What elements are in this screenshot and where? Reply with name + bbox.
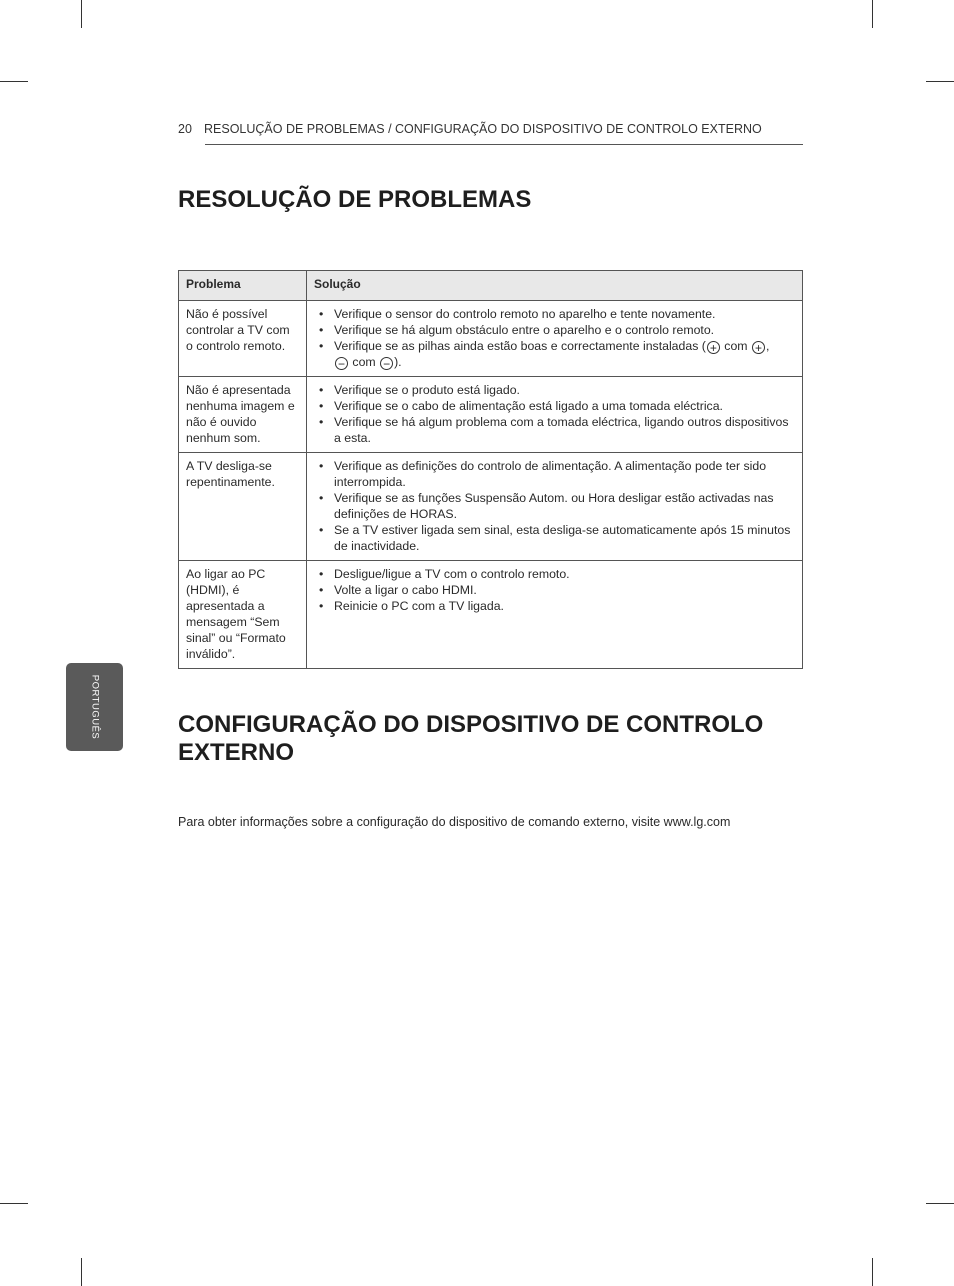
page-number: 20: [178, 122, 192, 136]
list-item: • Verifique as definições do controlo de alimentação. A alimentação pode ter sido interrompida.: [334, 458, 795, 490]
list-item: • Verifique se o produto está ligado.: [334, 382, 795, 398]
crop-mark: [0, 81, 28, 82]
list-item: • Reinicie o PC com a TV ligada.: [334, 598, 795, 614]
solution-cell: [307, 561, 803, 669]
column-header-solution: Solução: [307, 271, 803, 301]
language-label: PORTUGUÊS: [89, 674, 100, 740]
crop-mark: [0, 1203, 28, 1204]
solution-list: [314, 458, 795, 554]
crop-mark: [81, 1258, 82, 1286]
solution-list: [314, 566, 795, 614]
crop-mark: [926, 81, 954, 82]
list-item: • Verifique se há algum problema com a tomada eléctrica, ligando outros dispositivos a esta.: [334, 414, 795, 446]
list-item: • Verifique se há algum obstáculo entre o aparelho e o controlo remoto.: [334, 322, 795, 338]
with-word: com: [720, 339, 751, 353]
problem-cell: Ao ligar ao PC (HDMI), é apresentada a mensagem “Sem sinal” ou “Formato inválido”.: [179, 561, 307, 669]
list-item: • Verifique o sensor do controlo remoto no aparelho e tente novamente.: [334, 306, 795, 322]
with-word: com: [349, 355, 380, 369]
external-control-paragraph: Para obter informações sobre a configuração do dispositivo de comando externo, visite www.lg.com: [178, 815, 731, 829]
solution-list: [314, 306, 795, 370]
list-item: • Volte a ligar o cabo HDMI.: [334, 582, 795, 598]
column-header-problem: Problema: [179, 271, 307, 301]
crop-mark: [872, 1258, 873, 1286]
list-item: • Verifique se as funções Suspensão Autom. ou Hora desligar estão activadas nas definições de HORAS.: [334, 490, 795, 522]
battery-text-suffix: ).: [394, 355, 402, 369]
problem-cell: Não é possível controlar a TV com o controlo remoto.: [179, 301, 307, 377]
table-row: [179, 377, 803, 453]
problem-cell: A TV desliga-se repentinamente.: [179, 453, 307, 561]
plus-terminal-icon: +: [707, 341, 720, 354]
troubleshooting-table: [178, 270, 803, 669]
table-row: [179, 561, 803, 669]
minus-terminal-icon: −: [335, 357, 348, 370]
language-side-tab: [66, 663, 123, 751]
section-title-external-control: CONFIGURAÇÃO DO DISPOSITIVO DE CONTROLO EXTERNO: [178, 711, 764, 766]
solution-cell: [307, 453, 803, 561]
minus-terminal-icon: −: [380, 357, 393, 370]
table-row: [179, 301, 803, 377]
running-header: [178, 122, 803, 136]
section-title-troubleshooting: RESOLUÇÃO DE PROBLEMAS: [178, 186, 532, 213]
problem-cell: Não é apresentada nenhuma imagem e não é ouvido nenhum som.: [179, 377, 307, 453]
crop-mark: [872, 0, 873, 28]
solution-cell: [307, 377, 803, 453]
plus-terminal-icon: +: [752, 341, 765, 354]
crop-mark: [81, 0, 82, 28]
table-header-row: [179, 271, 803, 301]
solution-list: [314, 382, 795, 446]
list-item: • Verifique se o cabo de alimentação está ligado a uma tomada eléctrica.: [334, 398, 795, 414]
solution-cell: [307, 301, 803, 377]
battery-text-prefix: Verifique se as pilhas ainda estão boas e correctamente instaladas (: [334, 339, 706, 353]
running-title: RESOLUÇÃO DE PROBLEMAS / CONFIGURAÇÃO DO DISPOSITIVO DE CONTROLO EXTERNO: [204, 122, 762, 136]
list-item: • Desligue/ligue a TV com o controlo remoto.: [334, 566, 795, 582]
crop-mark: [926, 1203, 954, 1204]
list-item: • Se a TV estiver ligada sem sinal, esta desliga-se automaticamente após 15 minutos de inactividade.: [334, 522, 795, 554]
list-item: • Verifique se as pilhas ainda estão boas e correctamente instaladas ( + com + , − com − ).: [334, 338, 795, 370]
header-rule: [205, 144, 803, 145]
table-row: [179, 453, 803, 561]
